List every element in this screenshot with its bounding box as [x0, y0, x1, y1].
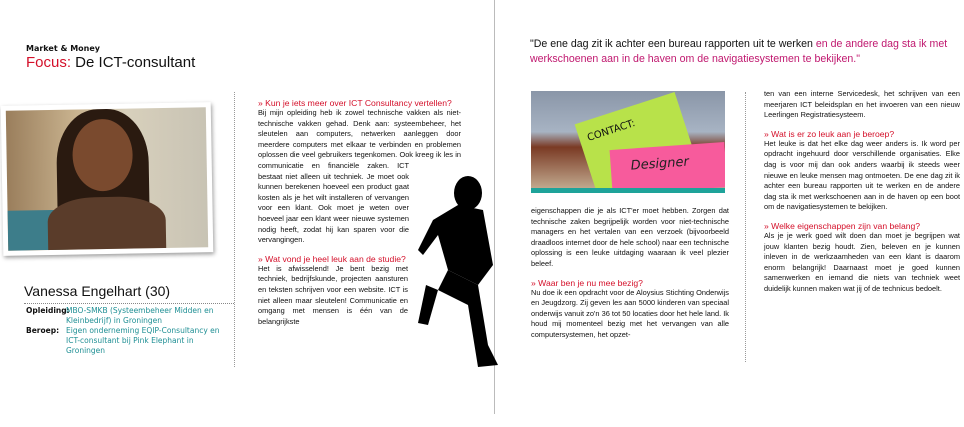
- info-row: [26, 306, 236, 326]
- column-divider: [234, 92, 235, 367]
- question-heading: » Welke eigenschappen zijn van belang?: [764, 220, 921, 231]
- sticky-notes-photo: [531, 91, 725, 193]
- info-label: Opleiding:: [26, 306, 70, 315]
- section-label: Market & Money: [26, 44, 100, 53]
- profile-info: [26, 306, 236, 356]
- info-label: Beroep:: [26, 326, 60, 335]
- title-prefix: Focus:: [26, 54, 72, 71]
- answer-paragraph: eigenschappen die je als ICT'er moet hebben. Zorgen dat technische zaken begrijpelijk worden voor niet-technische managers en het vertalen van een verzoek (bijvoorbeeld draadloos internet door de hele school) naar een technische oplossing is een leuke uitdaging waaraan ik veel plezier beleef.: [531, 206, 729, 268]
- question-heading: » Waar ben je nu mee bezig?: [531, 277, 643, 288]
- info-value: Eigen onderneming EQIP-Consultancy en ICT-consultant bij Pink Elephant in Groningen: [66, 326, 220, 355]
- question-heading: » Wat is er zo leuk aan je beroep?: [764, 128, 895, 139]
- article-column-3: [764, 89, 960, 295]
- title-text: De ICT-consultant: [71, 54, 196, 71]
- answer-paragraph: Bij mijn opleiding heb ik zowel technische vakken als niet-technische vakken gehad. Denk aan: systeembeheer, het sleutelen aan computers, netwerken aanleggen door meerdere computers met elkaar te verbinden en problemen oplossen die veel gebruikers tegenkomen. Ook kreeg ik les in communicatie en financiële zaken. ICT bestaat niet alleen uit techniek. Je moet ook kunnen berekenen hoeveel een product gaat kosten als je het wilt installeren of vervangen voor een klant. Ook moet je weten over hoeveel jaar een klant weer nieuwe systemen nodig heeft, zodat hij kan sparen voor die vervangingen.: [258, 108, 461, 245]
- answer-paragraph: Als je je werk goed wilt doen dan moet je begrijpen wat jouw klanten bezig houdt. Zien, beleven en je kunnen inleven in de werkzaamheden van een klant is daarom enorm belangrijk! Daarnaast moet je goed kunnen samenwerken en iemand die niets van techniek weet duidelijk kunnen maken wat jij of de technicus bedoelt.: [764, 230, 960, 293]
- column-divider: [745, 92, 746, 362]
- silhouette-illustration: [418, 175, 498, 375]
- person-name: Vanessa Engelhart (30): [24, 283, 234, 304]
- quote-highlight: en de andere dag sta ik met werkschoenen aan in de haven om de navigatiesystemen te bekijken.": [530, 38, 948, 65]
- answer-paragraph: Nu doe ik een opdracht voor de Aloysius Stichting Onderwijs en Jeugdzorg. Zij geven les aan 5000 kinderen van speciaal onderwijs vanuit zo'n 36 tot 50 locaties door het hele land. Ik houd mij momenteel bezig met het vervangen van alle computersystemen, het opzet-: [531, 287, 729, 339]
- article-column-2: [531, 206, 729, 341]
- pull-quote: [530, 37, 955, 67]
- answer-paragraph: Het leuke is dat het elke dag weer anders is. Ik word per opdracht ingehuurd door verschillende organisaties. Elke dag is voor mij dan ook anders waarbij ik steeds weer nieuwe en leuke mensen mag ontmoeten. De ene dag zit ik achter een bureau rapporten uit te werken en de andere dag sta ik met werkschoenen aan in de haven op een boot om de navigatiesystemen te bekijken.: [764, 138, 960, 212]
- answer-paragraph: Het is afwisselend! Je bent bezig met techniek, bedrijfskunde, projecten aansturen en teksten schrijven voor een website. ICT is niet alleen maar sleutelen! Communicatie en omgang met mensen is één van de belangrijkste: [258, 263, 408, 326]
- question-heading: » Wat vond je heel leuk aan de studie?: [258, 253, 406, 264]
- note-text: Designer: [610, 142, 725, 193]
- portrait-photo: [1, 102, 214, 256]
- note-text: CONTACT:: [585, 118, 637, 144]
- question-heading: » Kun je iets meer over ICT Consultancy vertellen?: [258, 98, 452, 108]
- info-row: [26, 326, 236, 356]
- info-value: MBO-SMKB (Systeembeheer Midden en Kleinbedrijf) in Groningen: [66, 306, 214, 325]
- page-title: [26, 54, 195, 71]
- quote-text: "De ene dag zit ik achter een bureau rapporten uit te werken: [530, 38, 816, 50]
- answer-paragraph: ten van een interne Servicedesk, het schrijven van een meerjaren ICT beleidsplan en het invoeren van een nieuw Leerlingen Registratiesysteem.: [764, 89, 960, 120]
